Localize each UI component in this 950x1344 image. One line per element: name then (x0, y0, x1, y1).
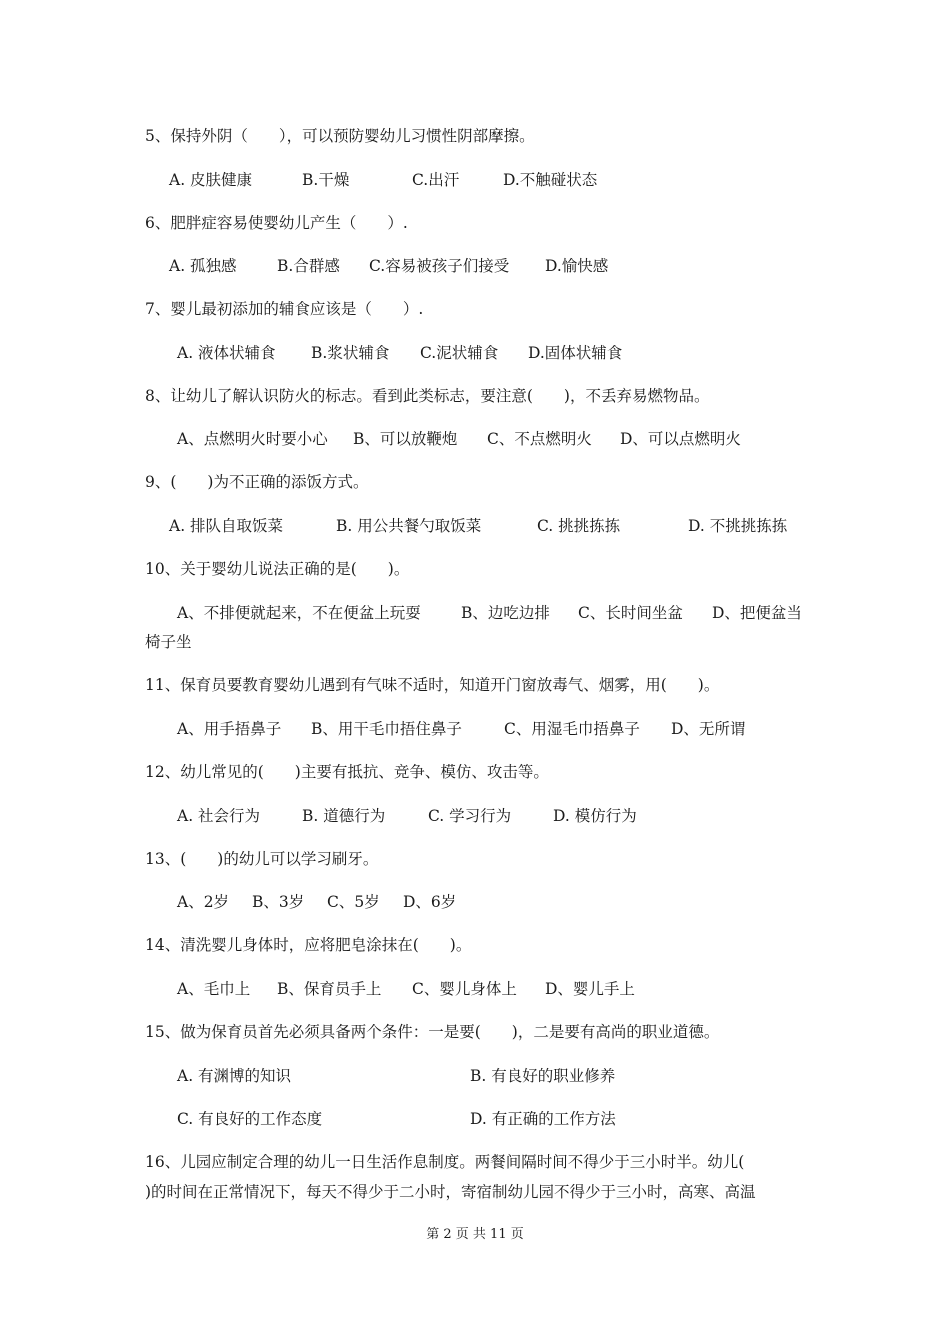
question-12-option-a: A. 社会行为 (177, 807, 261, 825)
question-7-option-d: D.固体状辅食 (528, 344, 623, 362)
question-10-continuation: 椅子坐 (145, 633, 192, 651)
question-5-option-c: C.出汗 (412, 171, 460, 189)
question-11-option-a: A、用手捂鼻子 (177, 720, 282, 738)
question-7-option-a: A. 液体状辅食 (177, 344, 276, 362)
question-8-option-a: A、点燃明火时要小心 (177, 430, 328, 448)
question-14-option-a: A、毛巾上 (177, 980, 251, 998)
question-15-stem: 15、做为保育员首先必须具备两个条件：一是要( )，二是要有高尚的职业道德。 (145, 1023, 720, 1041)
question-10-option-a: A、不排便就起来，不在便盆上玩耍 (177, 604, 421, 622)
question-7-option-c: C.泥状辅食 (420, 344, 499, 362)
question-8-option-d: D、可以点燃明火 (620, 430, 741, 448)
question-12-option-c: C. 学习行为 (428, 807, 512, 825)
question-14-option-b: B、保育员手上 (277, 980, 382, 998)
question-11-option-d: D、无所谓 (671, 720, 746, 738)
question-6-option-b: B.合群感 (277, 257, 340, 275)
question-13-option-c: C、5岁 (327, 893, 380, 911)
question-10-stem: 10、关于婴幼儿说法正确的是( )。 (145, 560, 410, 578)
question-13-option-a: A、2岁 (177, 893, 230, 911)
question-14-option-c: C、婴儿身体上 (412, 980, 517, 998)
question-14-option-d: D、婴儿手上 (545, 980, 635, 998)
question-11-stem: 11、保育员要教育婴幼儿遇到有气味不适时，知道开门窗放毒气、烟雾，用( )。 (145, 676, 720, 694)
question-6-option-a: A. 孤独感 (169, 257, 237, 275)
question-6-option-c: C.容易被孩子们接受 (369, 257, 510, 275)
question-11-option-c: C、用湿毛巾捂鼻子 (504, 720, 640, 738)
question-5-option-b: B.干燥 (302, 171, 350, 189)
question-5-option-a: A. 皮肤健康 (169, 171, 253, 189)
question-13-option-b: B、3岁 (252, 893, 305, 911)
question-16-continuation: )的时间在正常情况下，每天不得少于二小时，寄宿制幼儿园不得少于三小时，高寒、高温 (145, 1183, 756, 1201)
question-15-option-c: C. 有良好的工作态度 (177, 1110, 323, 1128)
question-5-option-d: D.不触碰状态 (503, 171, 598, 189)
question-10-option-d: D、把便盆当 (712, 604, 802, 622)
question-12-option-d: D. 模仿行为 (553, 807, 637, 825)
question-9-stem: 9、( )为不正确的添饭方式。 (145, 473, 369, 491)
question-15-option-b: B. 有良好的职业修养 (470, 1067, 616, 1085)
question-12-stem: 12、幼儿常见的( )主要有抵抗、竞争、模仿、攻击等。 (145, 763, 549, 781)
question-8-option-c: C、不点燃明火 (487, 430, 592, 448)
question-10-option-b: B、边吃边排 (461, 604, 550, 622)
question-13-stem: 13、( )的幼儿可以学习刷牙。 (145, 850, 379, 868)
question-8-option-b: B、可以放鞭炮 (353, 430, 458, 448)
question-16-stem: 16、儿园应制定合理的幼儿一日生活作息制度。两餐间隔时间不得少于三小时半。幼儿( (145, 1153, 745, 1171)
question-10-option-c: C、长时间坐盆 (578, 604, 683, 622)
question-9-option-a: A. 排队自取饭菜 (169, 517, 284, 535)
question-15-option-d: D. 有正确的工作方法 (470, 1110, 616, 1128)
page-number-footer: 第 2 页 共 11 页 (426, 1227, 524, 1242)
question-6-stem: 6、肥胖症容易使婴幼儿产生（ ）. (145, 214, 408, 232)
question-13-option-d: D、6岁 (403, 893, 457, 911)
question-14-stem: 14、清洗婴儿身体时，应将肥皂涂抹在( )。 (145, 936, 472, 954)
question-12-option-b: B. 道德行为 (302, 807, 386, 825)
question-9-option-c: C. 挑挑拣拣 (537, 517, 621, 535)
question-9-option-d: D. 不挑挑拣拣 (688, 517, 788, 535)
question-5-stem: 5、保持外阴（ ），可以预防婴幼儿习惯性阴部摩擦。 (145, 127, 535, 145)
question-11-option-b: B、用干毛巾捂住鼻子 (311, 720, 462, 738)
question-6-option-d: D.愉快感 (545, 257, 609, 275)
question-7-option-b: B.浆状辅食 (311, 344, 390, 362)
question-15-option-a: A. 有渊博的知识 (177, 1067, 292, 1085)
question-8-stem: 8、让幼儿了解认识防火的标志。看到此类标志，要注意( )，不丢弃易燃物品。 (145, 387, 710, 405)
question-9-option-b: B. 用公共餐勺取饭菜 (336, 517, 482, 535)
question-7-stem: 7、婴儿最初添加的辅食应该是（ ）. (145, 300, 424, 318)
